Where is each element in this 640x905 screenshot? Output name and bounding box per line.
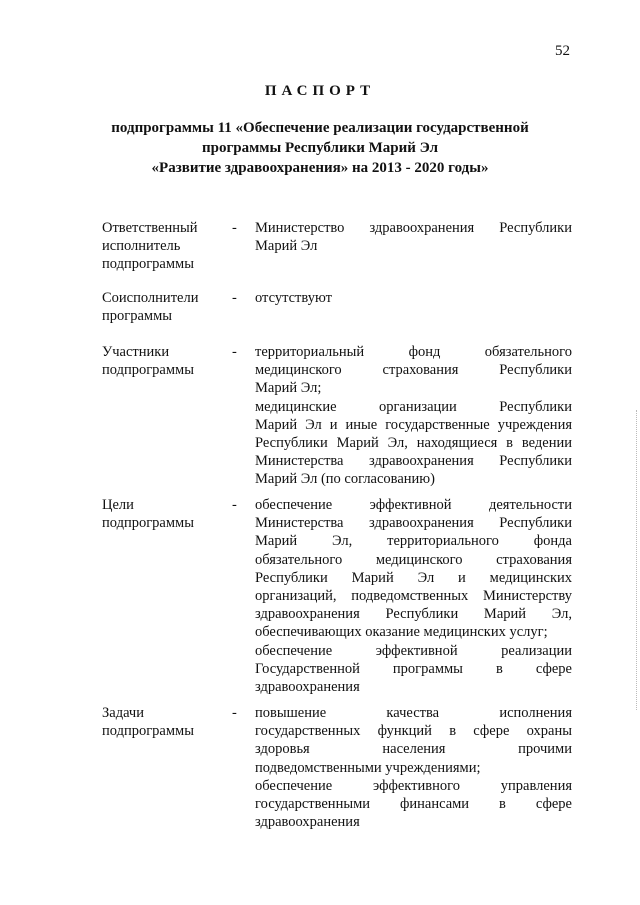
value-line: Государственной программы в сфере — [255, 660, 572, 677]
value-line: государственными финансами в сфере — [255, 796, 572, 813]
value-line: обеспечение эффективного управления — [255, 777, 572, 794]
value-line: государственных функций в сфере охраны — [255, 723, 572, 740]
value-line: Министерства здравоохранения Республики — [255, 453, 572, 470]
row-label — [102, 704, 224, 740]
value-line: здравоохранения — [255, 814, 360, 831]
label-line: Задачи — [102, 705, 144, 721]
value-line: обязательного медицинского страхования — [255, 551, 572, 568]
value-line: Министерство здравоохранения Республики — [255, 220, 572, 236]
row-value — [255, 289, 572, 307]
row-label — [102, 219, 224, 274]
row-dash: - — [232, 344, 237, 360]
row-dash: - — [232, 705, 237, 721]
subtitle-line: «Развитие здравоохранения» на 2013 - 2020 годы» — [151, 160, 489, 176]
label-line: подпрограммы — [102, 515, 194, 532]
label-line: Участники — [102, 344, 170, 360]
label-line: программы — [102, 308, 172, 325]
value-line: Марий Эл, территориального фонда — [255, 533, 572, 550]
scan-margin-marks — [634, 410, 637, 710]
value-line: Марий Эл; — [255, 380, 322, 397]
value-line: обеспечивающих оказание медицинских услуг; — [255, 624, 548, 641]
label-line: Цели — [102, 497, 134, 513]
label-line: исполнитель — [102, 238, 181, 255]
row-value — [255, 704, 572, 831]
value-line: медицинского страхования Республики — [255, 362, 572, 379]
document-title: ПАСПОРТ — [264, 83, 376, 99]
row-label — [102, 343, 224, 379]
value-line: здравоохранения — [255, 679, 360, 696]
value-line: Республики Марий Эл, находящиеся в ведении — [255, 435, 572, 452]
value-line: обеспечение эффективной деятельности — [255, 497, 572, 513]
row-value — [255, 343, 572, 489]
row-value — [255, 496, 572, 696]
label-line: подпрограммы — [102, 362, 194, 379]
value-line: здоровья населения прочими — [255, 741, 572, 758]
value-line: медицинские организации Республики — [255, 398, 572, 415]
value-line: повышение качества исполнения — [255, 705, 572, 721]
label-line: подпрограммы — [102, 723, 194, 740]
subtitle-line: подпрограммы 11 «Обеспечение реализации государственной — [111, 120, 529, 136]
label-line: подпрограммы — [102, 256, 194, 273]
value-line: Республики Марий Эл и медицинских — [255, 569, 572, 586]
row-dash: - — [232, 220, 237, 236]
document-subtitle — [60, 118, 580, 178]
label-line: Ответственный — [102, 220, 198, 236]
value-line: подведомственными учреждениями; — [255, 759, 481, 776]
value-line: Марий Эл (по согласованию) — [255, 471, 435, 488]
row-label — [102, 496, 224, 532]
row-dash: - — [232, 290, 237, 306]
value-line: организаций, подведомственных Министерству — [255, 588, 572, 605]
value-line: обеспечение эффективной реализации — [255, 642, 572, 659]
label-line: Соисполнители — [102, 290, 199, 306]
value-line: Министерства здравоохранения Республики — [255, 515, 572, 532]
value-line: территориальный фонд обязательного — [255, 344, 572, 360]
value-line: Марий Эл и иные государственные учреждения — [255, 416, 572, 433]
row-label — [102, 289, 224, 325]
subtitle-line: программы Республики Марий Эл — [201, 140, 439, 156]
value-line: Марий Эл — [255, 238, 318, 255]
row-value — [255, 219, 572, 255]
value-line: отсутствуют — [255, 290, 332, 306]
page-number: 52 — [555, 43, 570, 59]
value-line: здравоохранения Республики Марий Эл, — [255, 606, 572, 623]
row-dash: - — [232, 497, 237, 513]
